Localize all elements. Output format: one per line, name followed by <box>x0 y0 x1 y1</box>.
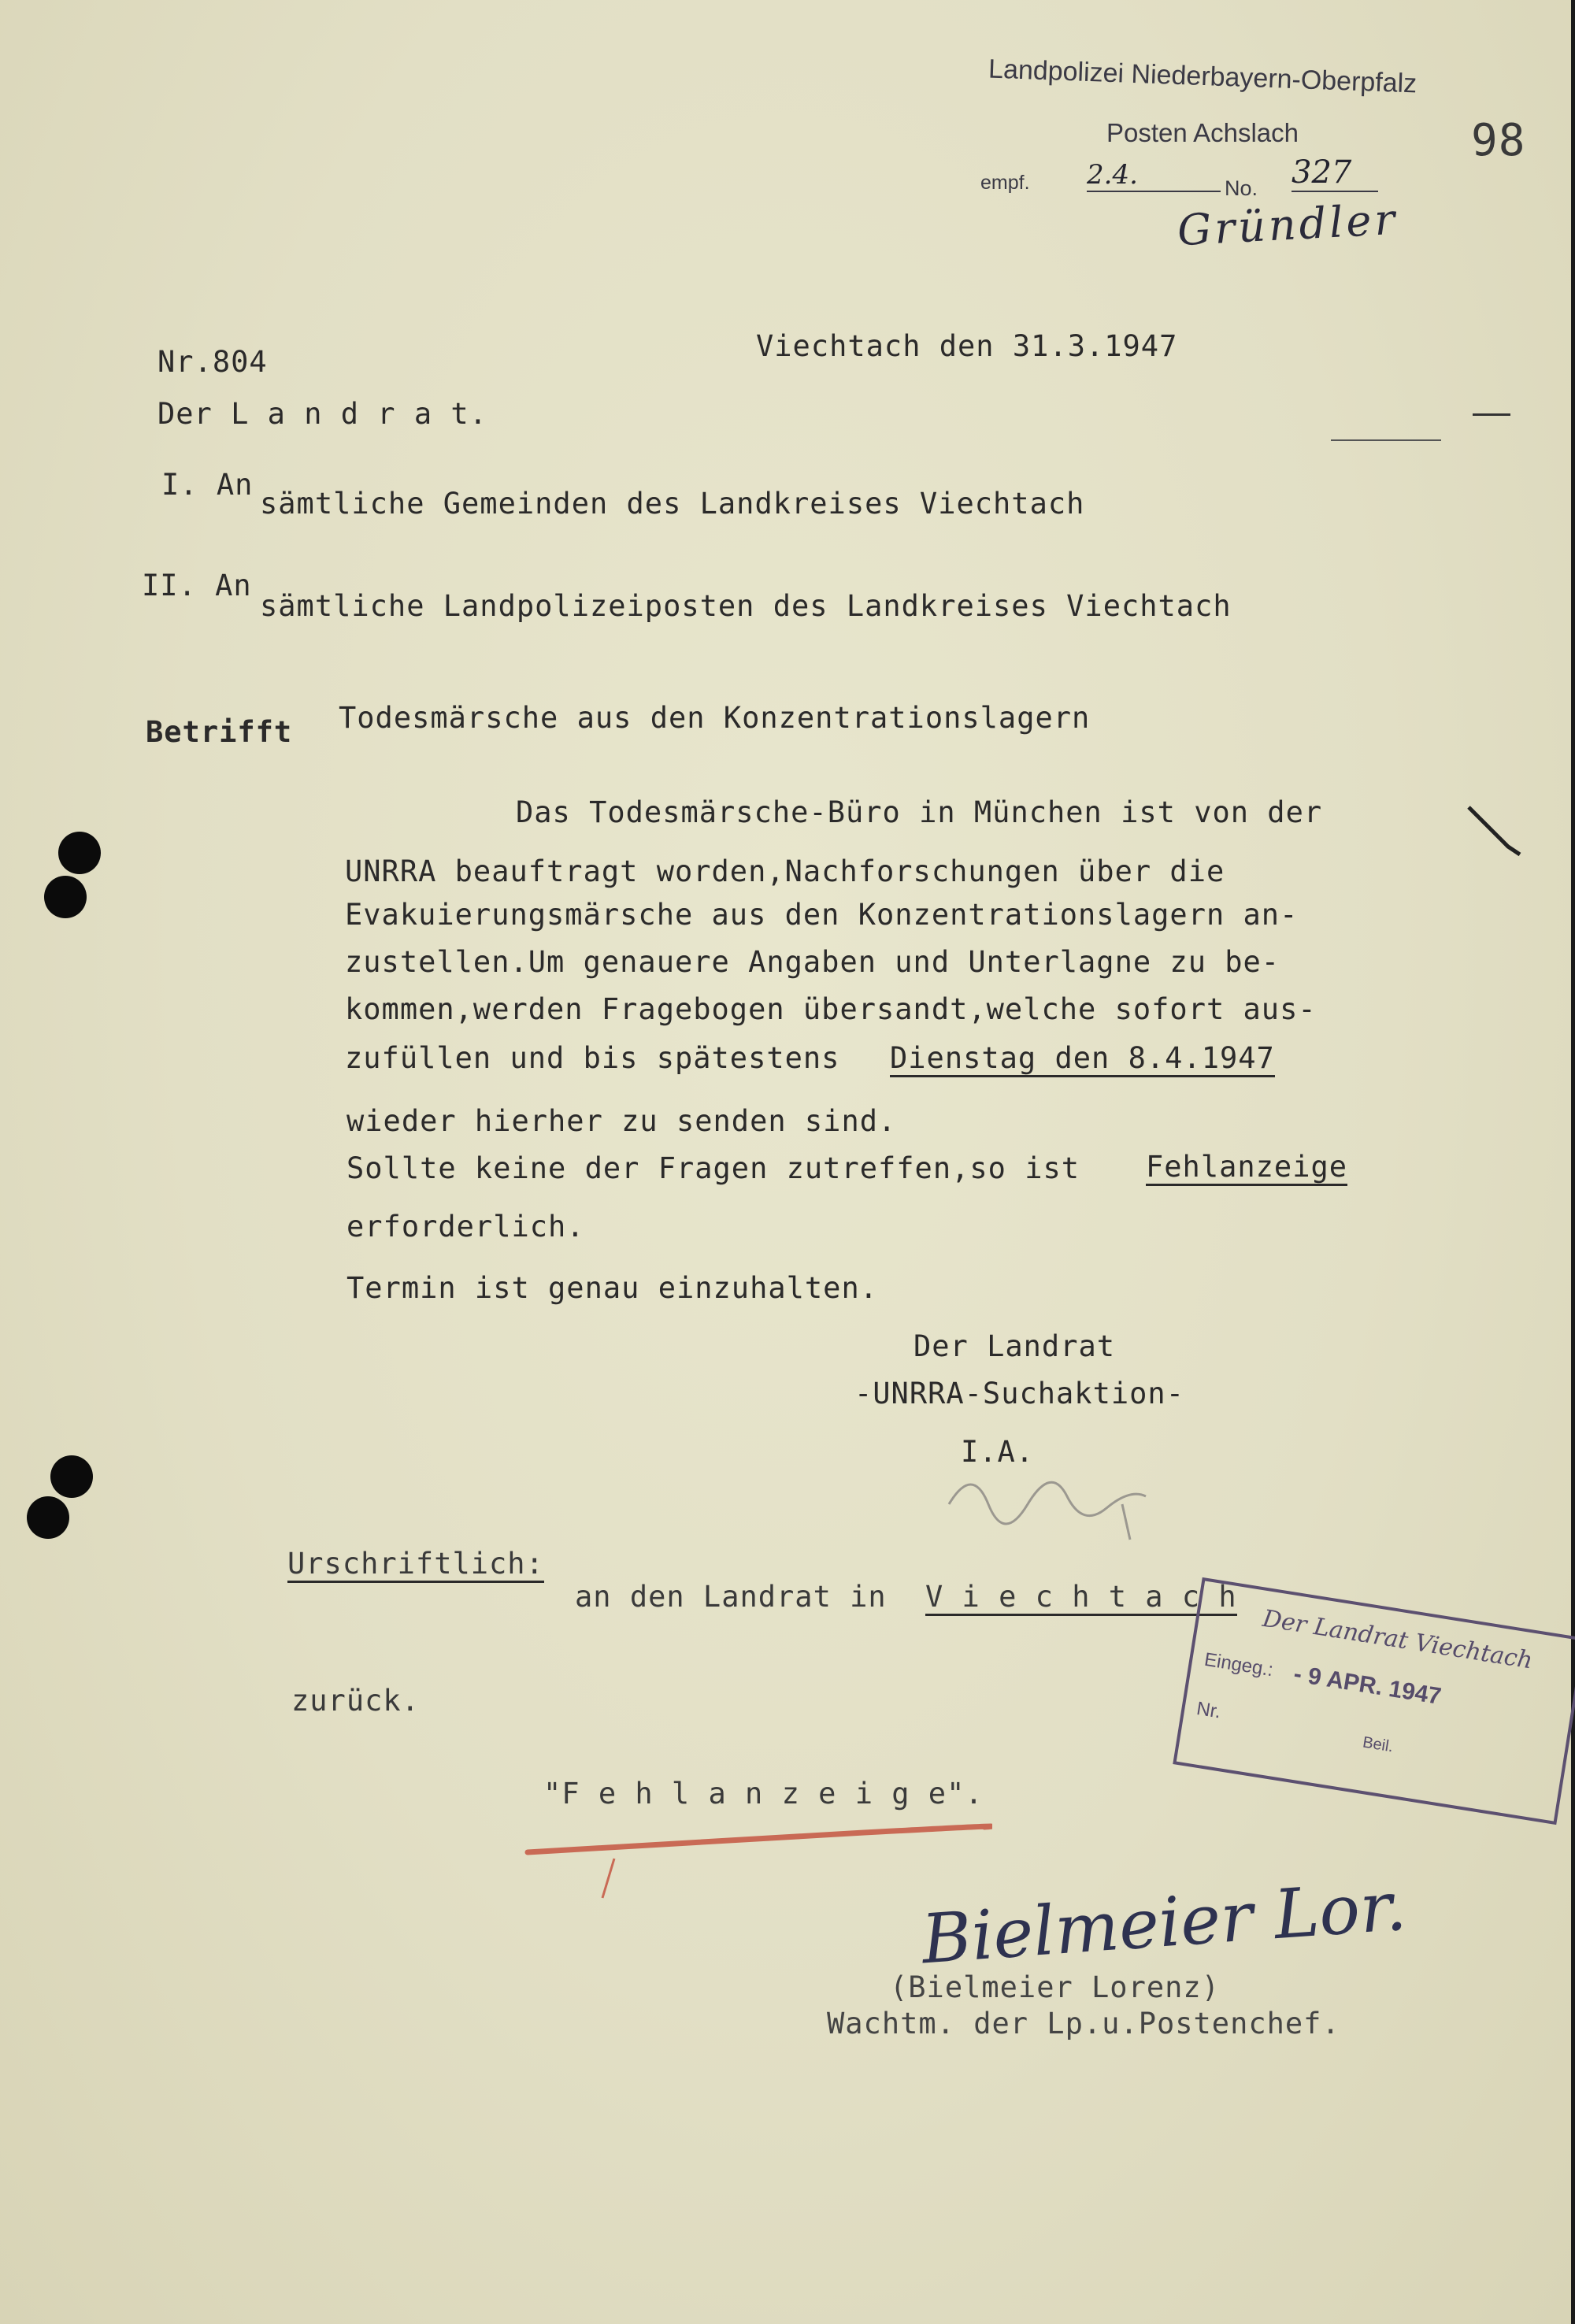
stamp-no-label: No. <box>1225 176 1258 200</box>
handwritten-signature: Bielmeier Lor. <box>919 1866 1410 1980</box>
receipt-stamp-date: - 9 APR. 1947 <box>1292 1660 1443 1710</box>
reply-label: Urschriftlich: <box>287 1547 544 1583</box>
stamp-empf-label: empf. <box>980 172 1030 194</box>
stamp-no-value: 327 <box>1292 154 1378 192</box>
punch-hole <box>58 832 101 874</box>
body-line: zufüllen und bis spätestens <box>345 1041 840 1075</box>
stamp-org: Landpolizei Niederbayern-Oberpfalz <box>988 54 1418 99</box>
addressee-text: sämtliche Gemeinden des Landkreises Viechtach <box>260 487 1085 521</box>
closing-line: -UNRRA-Suchaktion- <box>854 1377 1184 1410</box>
deadline: Dienstag den 8.4.1947 <box>890 1041 1275 1077</box>
margin-dash <box>1473 413 1510 416</box>
reply-result: "F e h l a n z e i g e". <box>543 1777 984 1811</box>
check-mark <box>1465 803 1528 866</box>
termin: Termin ist genau einzuhalten. <box>346 1271 879 1305</box>
punch-hole <box>27 1496 69 1539</box>
page-number: 98 <box>1471 115 1526 166</box>
reply-to-text: an den Landrat in <box>575 1580 887 1614</box>
body-line: zustellen.Um genauere Angaben und Unterlagne zu be- <box>345 945 1280 979</box>
body-line: wieder hierher zu senden sind. <box>346 1104 897 1138</box>
sender: Der L a n d r a t. <box>158 397 487 431</box>
fehlanzeige-word: Fehlanzeige <box>1146 1150 1347 1186</box>
stamp-signature: Gründler <box>1176 194 1399 256</box>
margin-dash <box>1331 439 1441 441</box>
closing-line: Der Landrat <box>914 1329 1116 1363</box>
landpolizei-stamp <box>980 54 1461 266</box>
receipt-stamp-title: Der Landrat Viechtach <box>1260 1604 1535 1675</box>
place-date: Viechtach den 31.3.1947 <box>756 329 1178 363</box>
signatory-name: (Bielmeier Lorenz) <box>890 1970 1220 2004</box>
reply-back: zurück. <box>291 1684 420 1718</box>
body-line: Evakuierungsmärsche aus den Konzentrationslagern an- <box>345 898 1299 932</box>
faint-signature <box>941 1449 1177 1544</box>
receipt-stamp-nr: Nr. <box>1195 1698 1223 1723</box>
body-line: Das Todesmärsche-Büro in München ist von der <box>516 795 1323 829</box>
punch-hole <box>44 876 87 918</box>
body-line: erforderlich. <box>346 1210 585 1244</box>
addressee-numeral: II. An <box>142 569 252 602</box>
signatory-title: Wachtm. der Lp.u.Postenchef. <box>827 2007 1340 2040</box>
body-line: kommen,werden Fragebogen übersandt,welche sofort aus- <box>345 992 1317 1026</box>
reply-to-place: V i e c h t a c h <box>925 1580 1237 1616</box>
punch-hole <box>50 1455 93 1498</box>
addressee-numeral: I. An <box>161 468 254 502</box>
subject-text: Todesmärsche aus den Konzentrationslagern <box>339 701 1091 735</box>
receipt-stamp-eingeg: Eingeg.: <box>1203 1648 1275 1681</box>
stamp-post: Posten Achslach <box>1106 118 1299 147</box>
receipt-stamp <box>1173 1577 1575 1825</box>
subject-label: Betrifft <box>146 715 293 749</box>
body-line: UNRRA beauftragt worden,Nachforschungen über die <box>345 854 1225 888</box>
body-line: Sollte keine der Fragen zutreffen,so ist <box>346 1151 1080 1185</box>
receipt-stamp-beil: Beil. <box>1361 1733 1395 1756</box>
closing-line: I.A. <box>961 1435 1035 1469</box>
addressee-text: sämtliche Landpolizeiposten des Landkreises Viechtach <box>260 589 1232 623</box>
reference-number: Nr.804 <box>158 345 268 379</box>
stamp-empf-value: 2.4. <box>1087 159 1221 192</box>
red-pencil-stroke <box>520 1811 992 1906</box>
